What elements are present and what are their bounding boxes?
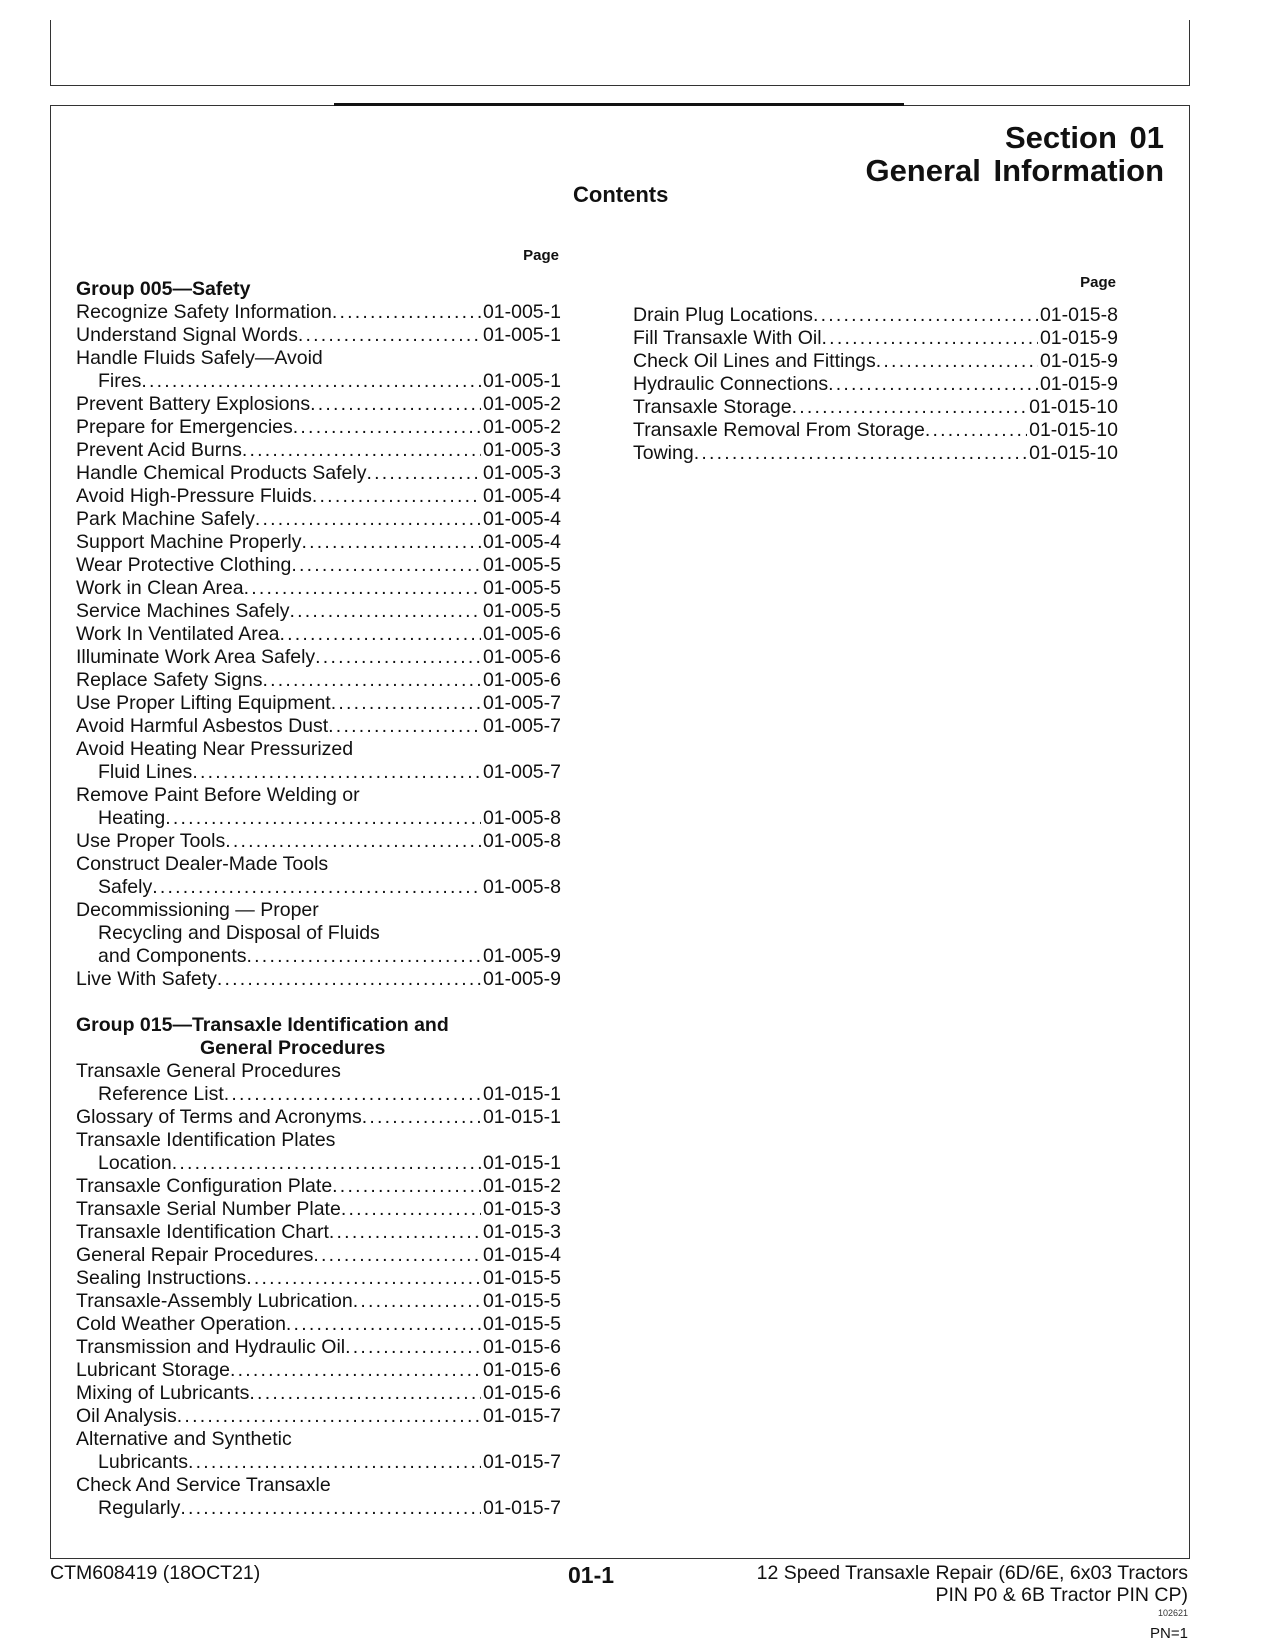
toc-entry-line[interactable]: Check And Service Transaxle <box>76 1474 331 1496</box>
dot-leader <box>345 1336 481 1359</box>
toc-page: 01-015-5 <box>482 1267 561 1289</box>
toc-entry[interactable]: Fill Transaxle With Oil . . . 01-015-9 <box>633 327 1118 350</box>
toc-entry[interactable]: Towing . . . 01-015-10 <box>633 442 1118 465</box>
toc-entry-line[interactable]: Recycling and Disposal of Fluids <box>98 922 380 944</box>
page-column-label: Page <box>1080 274 1116 291</box>
toc-page: 01-015-7 <box>482 1405 561 1427</box>
toc-entry[interactable]: Transaxle Serial Number Plate . . . 01-015-3 <box>76 1198 561 1221</box>
toc-entry[interactable]: Work in Clean Area . . . 01-005-5 <box>76 577 561 600</box>
toc-entry[interactable]: Sealing Instructions . . . 01-015-5 <box>76 1267 561 1290</box>
manual-title-line1: 12 Speed Transaxle Repair (6D/6E, 6x03 Tractors <box>756 1562 1188 1584</box>
contents-heading: Contents <box>573 182 669 207</box>
toc-page: 01-015-7 <box>482 1451 561 1473</box>
toc-page: 01-015-8 <box>1039 304 1118 326</box>
toc-page: 01-015-10 <box>1029 396 1118 418</box>
dot-leader <box>141 370 481 393</box>
toc-page: 01-015-1 <box>482 1152 561 1174</box>
toc-entry[interactable]: Park Machine Safely . . . 01-005-4 <box>76 508 561 531</box>
toc-entry[interactable]: Lubricant Storage . . . 01-015-6 <box>76 1359 561 1382</box>
toc-entry[interactable]: Transaxle Configuration Plate . . . 01-015-2 <box>76 1175 561 1198</box>
toc-entry-line[interactable]: Handle Fluids Safely—Avoid <box>76 347 323 369</box>
toc-right-column <box>633 274 1118 465</box>
dot-leader <box>242 439 481 462</box>
section-name: General Information <box>865 153 1164 188</box>
toc-entry-line[interactable]: Avoid Heating Near Pressurized <box>76 738 354 760</box>
dot-leader <box>694 442 1027 465</box>
toc-entry[interactable]: Regularly . . . 01-015-7 <box>76 1497 561 1520</box>
toc-page: 01-005-1 <box>482 324 561 346</box>
toc-entry[interactable]: Prevent Acid Burns . . . 01-005-3 <box>76 439 561 462</box>
toc-entry[interactable]: Prepare for Emergencies . . . 01-005-2 <box>76 416 561 439</box>
dot-leader <box>301 531 480 554</box>
toc-page: 01-005-7 <box>482 692 561 714</box>
dot-leader <box>353 1290 481 1313</box>
toc-entry[interactable]: Use Proper Tools . . . 01-005-8 <box>76 830 561 853</box>
toc-entry[interactable]: Transaxle-Assembly Lubrication . . . 01-015-5 <box>76 1290 561 1313</box>
dot-leader <box>224 1083 481 1106</box>
dot-leader <box>230 1359 481 1382</box>
toc-page: 01-015-1 <box>482 1106 561 1128</box>
dot-leader <box>217 968 481 991</box>
toc-page: 01-005-7 <box>482 715 561 737</box>
top-accent-rule <box>334 103 904 106</box>
toc-page: 01-005-8 <box>482 830 561 852</box>
document-id: CTM608419 (18OCT21) <box>50 1562 261 1584</box>
toc-page: 01-005-9 <box>482 945 561 967</box>
dot-leader <box>262 669 480 692</box>
dot-leader <box>249 1382 481 1405</box>
toc-page: 01-005-6 <box>482 646 561 668</box>
toc-entry[interactable]: Service Machines Safely . . . 01-005-5 <box>76 600 561 623</box>
toc-page: 01-005-4 <box>482 485 561 507</box>
toc-page: 01-015-10 <box>1029 442 1118 464</box>
dot-leader <box>876 350 1038 373</box>
dot-leader <box>366 462 480 485</box>
dot-leader <box>291 554 481 577</box>
dot-leader <box>332 1175 481 1198</box>
toc-entry-line[interactable]: Transaxle Identification Plates <box>76 1129 336 1151</box>
toc-page: 01-015-3 <box>482 1221 561 1243</box>
toc-page: 01-005-5 <box>482 554 561 576</box>
toc-page: 01-005-5 <box>482 600 561 622</box>
toc-page: 01-005-6 <box>482 623 561 645</box>
toc-entry[interactable]: Transaxle Identification Chart . . . 01-015-3 <box>76 1221 561 1244</box>
dot-leader <box>246 1267 481 1290</box>
dot-leader <box>255 508 481 531</box>
dot-leader <box>247 945 481 968</box>
dot-leader <box>244 577 481 600</box>
toc-page: 01-015-9 <box>1039 327 1118 349</box>
pn-label: PN=1 <box>1150 1625 1188 1642</box>
toc-entry[interactable]: Handle Chemical Products Safely . . . 01-005-3 <box>76 462 561 485</box>
group-015-heading: Group 015—Transaxle Identification and <box>76 1014 449 1036</box>
section-number: Section 01 <box>1004 120 1164 155</box>
toc-page: 01-015-4 <box>482 1244 561 1266</box>
toc-entry[interactable]: Transaxle Storage . . . 01-015-10 <box>633 396 1118 419</box>
toc-entry[interactable]: Transmission and Hydraulic Oil . . . 01-015-6 <box>76 1336 561 1359</box>
toc-entry[interactable]: Cold Weather Operation . . . 01-015-5 <box>76 1313 561 1336</box>
toc-page: 01-015-6 <box>482 1359 561 1381</box>
group-005-heading: Group 005—Safety <box>76 278 251 300</box>
toc-entry[interactable]: Transaxle Removal From Storage . . . 01-015-10 <box>633 419 1118 442</box>
toc-page: 01-005-1 <box>482 301 561 323</box>
toc-page: 01-005-5 <box>482 577 561 599</box>
toc-page: 01-015-6 <box>482 1382 561 1404</box>
toc-page: 01-005-8 <box>482 876 561 898</box>
toc-page: 01-015-1 <box>482 1083 561 1105</box>
page-number: 01-1 <box>568 1562 615 1588</box>
dot-leader <box>315 646 481 669</box>
toc-entry[interactable]: Illuminate Work Area Safely . . . 01-005-6 <box>76 646 561 669</box>
page-column-label: Page <box>523 247 559 264</box>
print-code: 102621 <box>1157 1608 1188 1618</box>
toc-entry-line[interactable]: Transaxle General Procedures <box>76 1060 341 1082</box>
dot-leader <box>172 1152 481 1175</box>
dot-leader <box>310 393 481 416</box>
toc-entry[interactable]: Glossary of Terms and Acronyms . . . 01-015-1 <box>76 1106 561 1129</box>
toc-page: 01-005-1 <box>482 370 561 392</box>
toc-entry-line[interactable]: Alternative and Synthetic <box>76 1428 292 1450</box>
dot-leader <box>177 1405 481 1428</box>
toc-entry[interactable]: Location . . . 01-015-1 <box>76 1152 561 1175</box>
content-frame <box>50 105 1190 1559</box>
toc-entry[interactable]: Heating . . . 01-005-8 <box>76 807 561 830</box>
toc-entry[interactable]: Lubricants . . . 01-015-7 <box>76 1451 561 1474</box>
toc-page: 01-005-2 <box>482 416 561 438</box>
toc-page: 01-015-3 <box>482 1198 561 1220</box>
toc-page: 01-005-6 <box>482 669 561 691</box>
toc-page: 01-005-3 <box>482 439 561 461</box>
toc-entry[interactable]: Live With Safety . . . 01-005-9 <box>76 968 561 991</box>
dot-leader <box>313 1244 481 1267</box>
toc-entry[interactable]: Reference List . . . 01-015-1 <box>76 1083 561 1106</box>
toc-entry-line[interactable]: Remove Paint Before Welding or <box>76 784 360 806</box>
toc-entry[interactable]: General Repair Procedures . . . 01-015-4 <box>76 1244 561 1267</box>
dot-leader <box>298 324 481 347</box>
toc-entry[interactable]: Oil Analysis . . . 01-015-7 <box>76 1405 561 1428</box>
header-frame <box>50 20 1190 86</box>
dot-leader <box>925 419 1027 442</box>
toc-entry[interactable]: Safely . . . 01-005-8 <box>76 876 561 899</box>
dot-leader <box>329 1221 481 1244</box>
toc-page: 01-015-7 <box>482 1497 561 1519</box>
toc-entry[interactable]: Avoid High-Pressure Fluids . . . 01-005-4 <box>76 485 561 508</box>
toc-entry[interactable]: Hydraulic Connections . . . 01-015-9 <box>633 373 1118 396</box>
toc-entry-line[interactable]: Construct Dealer-Made Tools <box>76 853 329 875</box>
dot-leader <box>332 301 481 324</box>
dot-leader <box>165 807 481 830</box>
toc-entry[interactable]: and Components . . . 01-005-9 <box>76 945 561 968</box>
toc-page: 01-015-9 <box>1039 373 1118 395</box>
toc-page: 01-005-4 <box>482 531 561 553</box>
toc-entry[interactable]: Work In Ventilated Area . . . 01-005-6 <box>76 623 561 646</box>
toc-page: 01-015-5 <box>482 1290 561 1312</box>
toc-page: 01-005-7 <box>482 761 561 783</box>
manual-title-line2: PIN P0 & 6B Tractor PIN CP) <box>935 1584 1188 1606</box>
toc-page: 01-015-9 <box>1039 350 1118 372</box>
toc-page: 01-015-10 <box>1029 419 1118 441</box>
toc-entry[interactable]: Recognize Safety Information . . . 01-005-1 <box>76 301 561 324</box>
toc-entry[interactable]: Fires . . . 01-005-1 <box>76 370 561 393</box>
toc-page: 01-005-8 <box>482 807 561 829</box>
toc-page: 01-005-9 <box>482 968 561 990</box>
dot-leader <box>192 761 481 784</box>
toc-entry[interactable]: Wear Protective Clothing . . . 01-005-5 <box>76 554 561 577</box>
dot-leader <box>792 396 1027 419</box>
dot-leader <box>341 1198 481 1221</box>
toc-entry[interactable]: Drain Plug Locations . . . 01-015-8 <box>633 304 1118 327</box>
toc-entry[interactable]: Use Proper Lifting Equipment . . . 01-005-7 <box>76 692 561 715</box>
dot-leader <box>822 327 1038 350</box>
toc-entry[interactable]: Support Machine Properly . . . 01-005-4 <box>76 531 561 554</box>
toc-entry[interactable]: Replace Safety Signs . . . 01-005-6 <box>76 669 561 692</box>
toc-page: 01-005-3 <box>482 462 561 484</box>
group-015-heading-line2: General Procedures <box>200 1037 386 1059</box>
dot-leader <box>828 373 1038 396</box>
dot-leader <box>331 692 481 715</box>
toc-page: 01-005-4 <box>482 508 561 530</box>
dot-leader <box>312 485 481 508</box>
dot-leader <box>188 1451 481 1474</box>
dot-leader <box>362 1106 481 1129</box>
dot-leader <box>225 830 481 853</box>
dot-leader <box>279 623 481 646</box>
toc-page: 01-015-5 <box>482 1313 561 1335</box>
toc-entry[interactable]: Mixing of Lubricants . . . 01-015-6 <box>76 1382 561 1405</box>
toc-entry[interactable]: Check Oil Lines and Fittings . . . 01-015-9 <box>633 350 1118 373</box>
manual-title <box>757 1562 1188 1606</box>
toc-entry[interactable]: Prevent Battery Explosions . . . 01-005-2 <box>76 393 561 416</box>
toc-entry-line[interactable]: Decommissioning — Proper <box>76 899 319 921</box>
toc-left-column <box>76 247 561 1520</box>
section-title <box>865 121 1164 187</box>
toc-entry[interactable]: Understand Signal Words . . . 01-005-1 <box>76 324 561 347</box>
dot-leader <box>180 1497 481 1520</box>
toc-entry[interactable]: Avoid Harmful Asbestos Dust . . . 01-005-7 <box>76 715 561 738</box>
dot-leader <box>813 304 1038 327</box>
dot-leader <box>286 1313 481 1336</box>
toc-page: 01-015-6 <box>482 1336 561 1358</box>
dot-leader <box>290 600 481 623</box>
dot-leader <box>152 876 481 899</box>
toc-entry[interactable]: Fluid Lines . . . 01-005-7 <box>76 761 561 784</box>
toc-page: 01-015-2 <box>482 1175 561 1197</box>
dot-leader <box>328 715 481 738</box>
toc-page: 01-005-2 <box>482 393 561 415</box>
dot-leader <box>293 416 481 439</box>
